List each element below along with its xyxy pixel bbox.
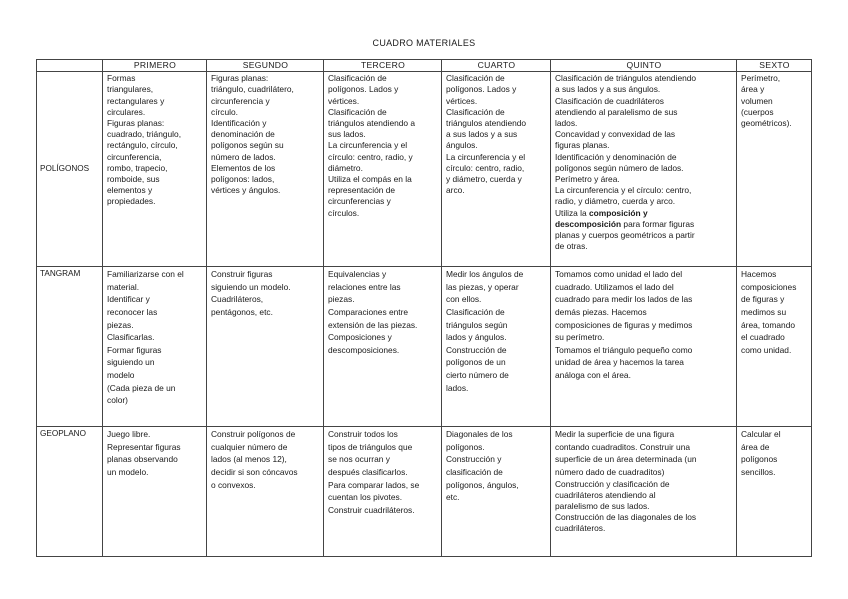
text-line: círculo.	[211, 106, 238, 117]
text-line: análoga con el área.	[555, 369, 631, 380]
cell-poligonos-cuarto	[442, 72, 551, 267]
text-line: polígonos: lados,	[211, 174, 275, 185]
text-line: cierto número de	[446, 369, 509, 380]
text-line: polígonos. Lados y	[328, 84, 399, 95]
text-line: polígonos	[741, 454, 778, 465]
text-line: vértices.	[328, 95, 360, 106]
text-line: Construir todos los	[328, 429, 398, 440]
cell-geoplano-cuarto	[442, 427, 551, 557]
cell-geoplano-tercero	[324, 427, 442, 557]
text-line: triángulo, cuadrilátero,	[211, 84, 294, 95]
cell-tangram-primero	[103, 267, 207, 427]
text-line: color)	[107, 395, 128, 406]
emphasis-text: descomposición	[555, 218, 622, 229]
text-line: denominación de	[211, 129, 275, 140]
text-line: decidir si son cóncavos	[211, 466, 298, 477]
text-line: el cuadrado	[741, 332, 785, 343]
materials-table	[36, 59, 812, 557]
text-line: cuadrado, triángulo,	[107, 129, 182, 140]
text-line: se nos ocurran y	[328, 454, 390, 465]
text-line: con ellos.	[446, 294, 482, 305]
text-line: Construir figuras	[211, 269, 273, 280]
text-line: Formas	[107, 73, 136, 84]
text-line: medimos su	[741, 306, 787, 317]
text-line: triángulos según	[446, 319, 508, 330]
text-line: las piezas, y operar	[446, 281, 519, 292]
text-line: circunferencia y	[211, 95, 270, 106]
text-line: círculo: centro, radio,	[446, 162, 525, 173]
row-label-geoplano: GEOPLANO	[37, 427, 103, 557]
text-line: sus lados.	[328, 129, 366, 140]
header-cell-blank	[37, 60, 103, 72]
text-line: cuentan los pivotes.	[328, 492, 403, 503]
text-line: cualquier número de	[211, 441, 288, 452]
cell-geoplano-segundo	[207, 427, 324, 557]
cell-tangram-sexto	[737, 267, 812, 427]
cell-poligonos-primero	[103, 72, 207, 267]
cell-poligonos-tercero	[324, 72, 442, 267]
text-line: tipos de triángulos que	[328, 441, 413, 452]
text-line: (Cada pieza de un	[107, 382, 176, 393]
text-line: Familiarizarse con el	[107, 269, 184, 280]
cell-tangram-cuarto	[442, 267, 551, 427]
text-line: Hacemos	[741, 269, 777, 280]
text-line: lados.	[555, 118, 578, 129]
text-line: relaciones entre las	[328, 281, 401, 292]
emphasis-text: composición y	[588, 207, 648, 218]
cell-tangram-quinto	[551, 267, 737, 427]
header-cell-sexto: SEXTO	[737, 60, 812, 72]
text-line	[555, 208, 733, 219]
text-line: elementos y	[107, 185, 153, 196]
text-line: número dado de cuadraditos)	[555, 466, 665, 477]
text-line: volumen	[741, 95, 773, 106]
header-cell-quinto: QUINTO	[551, 60, 737, 72]
text-line: o convexos.	[211, 479, 256, 490]
table-row	[37, 267, 812, 427]
text-line: Medir los ángulos de	[446, 269, 524, 280]
cell-tangram-segundo	[207, 267, 324, 427]
text-line: su perímetro.	[555, 332, 605, 343]
text-line: Clasificación de	[328, 106, 387, 117]
text-line: La circunferencia y el	[446, 151, 526, 162]
text-line: La circunferencia y el	[328, 140, 408, 151]
text-line: circunferencia,	[107, 151, 162, 162]
text-line: de otras.	[555, 241, 588, 252]
text-line: figuras planas.	[555, 140, 610, 151]
text-line: Elementos de los	[211, 162, 276, 173]
text-line: área de	[741, 441, 770, 452]
text-line: clasificación de	[446, 466, 503, 477]
text-line: Construcción y	[446, 454, 502, 465]
text-line: ángulos.	[446, 140, 478, 151]
text-line: polígonos según su	[211, 140, 284, 151]
text-line: Equivalencias y	[328, 269, 387, 280]
text-line: número de lados.	[211, 151, 276, 162]
cell-poligonos-quinto	[551, 72, 737, 267]
text-line: Perímetro,	[741, 73, 781, 84]
text-line: contando cuadraditos. Construir una	[555, 441, 691, 452]
text-line: polígonos.	[446, 441, 485, 452]
text-line: circulares.	[107, 106, 146, 117]
text-line: rectángulo, círculo,	[107, 140, 178, 151]
text-line: diámetro.	[328, 162, 363, 173]
text-line: La circunferencia y el círculo: centro,	[555, 185, 692, 196]
text-line: piezas.	[107, 319, 134, 330]
text-line: composiciones	[741, 281, 797, 292]
text-line: vértices y ángulos.	[211, 185, 281, 196]
text-line: paralelismo de sus lados.	[555, 500, 650, 511]
table-row	[37, 72, 812, 267]
text-line: Construcción de	[446, 344, 507, 355]
text-line: descomposiciones.	[328, 344, 400, 355]
text-line: cuadrado. Utilizamos el lado del	[555, 281, 674, 292]
text-run: para formar figuras	[623, 218, 695, 229]
text-line: Medir la superficie de una figura	[555, 429, 675, 440]
text-line: Figuras planas:	[107, 118, 165, 129]
text-line: triángulos atendiendo a	[328, 118, 416, 129]
text-line: reconocer las	[107, 306, 158, 317]
text-line: y diámetro, cuerda y	[446, 174, 522, 185]
text-line: lados.	[446, 382, 469, 393]
text-line: etc.	[446, 492, 460, 503]
text-line: círculos.	[328, 207, 360, 218]
header-row	[37, 60, 812, 72]
text-line	[555, 219, 733, 230]
text-line: Tomamos como unidad el lado del	[555, 269, 683, 280]
text-line: Juego libre.	[107, 429, 151, 440]
text-line: planas y cuerpos geométricos a partir	[555, 230, 695, 241]
text-line: lados (al menos 12),	[211, 454, 287, 465]
text-line: siguiendo un modelo.	[211, 281, 291, 292]
text-line: lados y ángulos.	[446, 332, 507, 343]
header-cell-tercero: TERCERO	[324, 60, 442, 72]
text-line: planas observando	[107, 454, 178, 465]
text-line: triángulos atendiendo	[446, 118, 527, 129]
text-line: Clasificación de triángulos atendiendo	[555, 73, 697, 84]
text-line: Para comparar lados, se	[328, 479, 420, 490]
text-line: polígonos según número de lados.	[555, 162, 684, 173]
text-line: material.	[107, 281, 140, 292]
text-line: Concavidad y convexidad de las	[555, 129, 676, 140]
text-line: Cuadriláteros,	[211, 294, 264, 305]
text-line: representación de	[328, 185, 396, 196]
text-line: polígonos. Lados y	[446, 84, 517, 95]
text-line: superficie de un área determinada (un	[555, 454, 697, 465]
text-line: Clasificación de cuadriláteros	[555, 95, 664, 106]
text-line: polígonos, ángulos,	[446, 479, 519, 490]
row-label-poligonos: POLÍGONOS	[37, 72, 103, 267]
text-line: romboide, sus	[107, 174, 160, 185]
text-line: Identificar y	[107, 294, 150, 305]
cell-poligonos-segundo	[207, 72, 324, 267]
text-line: después clasificarlos.	[328, 466, 408, 477]
text-line: Construir polígonos de	[211, 429, 296, 440]
text-line: Clasificación de	[446, 73, 505, 84]
text-line: Formar figuras	[107, 344, 162, 355]
text-line: cuadrado para medir los lados de las	[555, 294, 693, 305]
text-line: Calcular el	[741, 429, 781, 440]
text-line: Identificación y denominación de	[555, 151, 677, 162]
page-title: CUADRO MATERIALES	[372, 38, 476, 48]
text-line: composiciones de figuras y medimos	[555, 319, 693, 330]
text-line: radio, y diámetro, cuerda y arco.	[555, 196, 676, 207]
text-line: atendiendo al paralelismo de sus	[555, 106, 678, 117]
text-line: circunferencias y	[328, 196, 391, 207]
text-line: Construcción de las diagonales de los	[555, 512, 697, 523]
row-label-tangram: TANGRAM	[37, 267, 103, 427]
text-line: Clasificación de	[446, 306, 505, 317]
text-run: Utiliza la	[555, 207, 587, 218]
text-line: piezas.	[328, 294, 355, 305]
text-line: un modelo.	[107, 466, 149, 477]
text-line: extensión de las piezas.	[328, 319, 418, 330]
cell-geoplano-primero	[103, 427, 207, 557]
text-line: Utiliza el compás en la	[328, 174, 412, 185]
text-line: rectangulares y	[107, 95, 165, 106]
text-line: Clasificarlas.	[107, 332, 155, 343]
text-line: (cuerpos	[741, 106, 774, 117]
text-line: polígonos de un	[446, 357, 506, 368]
cell-geoplano-quinto	[551, 427, 737, 557]
text-line: círculo: centro, radio, y	[328, 151, 413, 162]
text-line: a sus lados y a sus	[446, 129, 518, 140]
text-line: unidad de área y hacemos la tarea	[555, 357, 684, 368]
text-line: Tomamos el triángulo pequeño como	[555, 344, 693, 355]
text-line: Identificación y	[211, 118, 267, 129]
text-line: Comparaciones entre	[328, 306, 409, 317]
text-line: siguiendo un	[107, 357, 155, 368]
text-line: Clasificación de	[446, 106, 505, 117]
text-line: rombo, trapecio,	[107, 162, 168, 173]
text-line: sencillos.	[741, 466, 776, 477]
text-line: área y	[741, 84, 765, 95]
text-line: modelo	[107, 369, 135, 380]
text-line: área, tomando	[741, 319, 796, 330]
text-line: Clasificación de	[328, 73, 387, 84]
header-cell-segundo: SEGUNDO	[207, 60, 324, 72]
text-line: Figuras planas:	[211, 73, 269, 84]
text-line: Perímetro y área.	[555, 174, 620, 185]
cell-geoplano-sexto	[737, 427, 812, 557]
text-line: geométricos).	[741, 118, 792, 129]
table-row	[37, 427, 812, 557]
text-line: a sus lados y a sus ángulos.	[555, 84, 661, 95]
text-line: de figuras y	[741, 294, 785, 305]
text-line: Construir cuadriláteros.	[328, 504, 415, 515]
header-cell-cuarto: CUARTO	[442, 60, 551, 72]
text-line: Diagonales de los	[446, 429, 513, 440]
text-line: pentágonos, etc.	[211, 306, 273, 317]
text-line: vértices.	[446, 95, 478, 106]
text-line: propiedades.	[107, 196, 156, 207]
text-line: arco.	[446, 185, 465, 196]
text-line: triangulares,	[107, 84, 154, 95]
text-line: como unidad.	[741, 344, 792, 355]
text-line: Construcción y clasificación de	[555, 478, 670, 489]
text-line: Composiciones y	[328, 332, 392, 343]
text-line: cuadriláteros atendiendo al	[555, 489, 656, 500]
text-line: cuadriláteros.	[555, 523, 606, 534]
text-line: Representar figuras	[107, 441, 181, 452]
text-line: demás piezas. Hacemos	[555, 306, 647, 317]
cell-poligonos-sexto	[737, 72, 812, 267]
header-cell-primero: PRIMERO	[103, 60, 207, 72]
cell-tangram-tercero	[324, 267, 442, 427]
